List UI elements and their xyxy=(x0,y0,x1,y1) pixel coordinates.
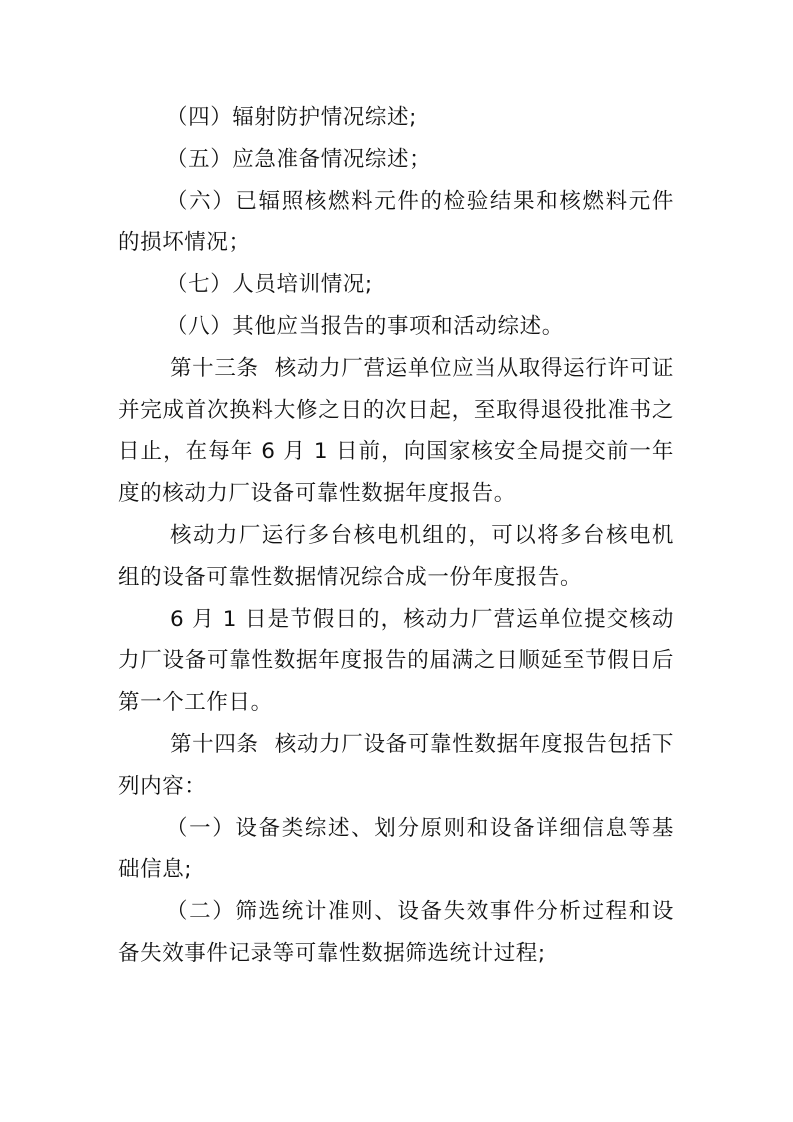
body-paragraph: 核动力厂运行多台核电机组的，可以将多台核电机组的设备可靠性数据情况综合成一份年度报告。 xyxy=(118,522,674,590)
article-body: 核动力厂设备可靠性数据年度报告包括下列内容： xyxy=(118,731,674,799)
article-heading: 第十四条 xyxy=(170,731,259,757)
list-item-5: （五）应急准备情况综述； xyxy=(166,146,432,172)
body-paragraph: 6 月 1 日是节假日的，核动力厂营运单位提交核动力厂设备可靠性数据年度报告的届满之日顺延至节假日后第一个工作日。 xyxy=(118,606,674,716)
article-14 xyxy=(118,724,674,808)
list-item-4: （四）辐射防护情况综述; xyxy=(166,105,417,130)
document-page xyxy=(118,97,674,975)
list-item-6: （六）已辐照核燃料元件的检验结果和核燃料元件的损坏情况； xyxy=(118,188,674,256)
article-heading: 第十三条 xyxy=(170,355,259,381)
list-item-8: （八）其他应当报告的事项和活动综述。 xyxy=(166,313,564,339)
article-body: 核动力厂营运单位应当从取得运行许可证并完成首次换料大修之日的次日起，至取得退役批准书之日止，在每年 6 月 1 日前，向国家核安全局提交前一年度的核动力厂设备可靠性数据年度报告。 xyxy=(118,355,674,507)
list-item-1: （一）设备类综述、划分原则和设备详细信息等基础信息; xyxy=(118,815,674,883)
list-item-2: （二）筛选统计准则、设备失效事件分析过程和设备失效事件记录等可靠性数据筛选统计过程; xyxy=(118,899,674,966)
article-13 xyxy=(118,348,674,515)
list-item-7: （七）人员培训情况; xyxy=(166,272,373,298)
